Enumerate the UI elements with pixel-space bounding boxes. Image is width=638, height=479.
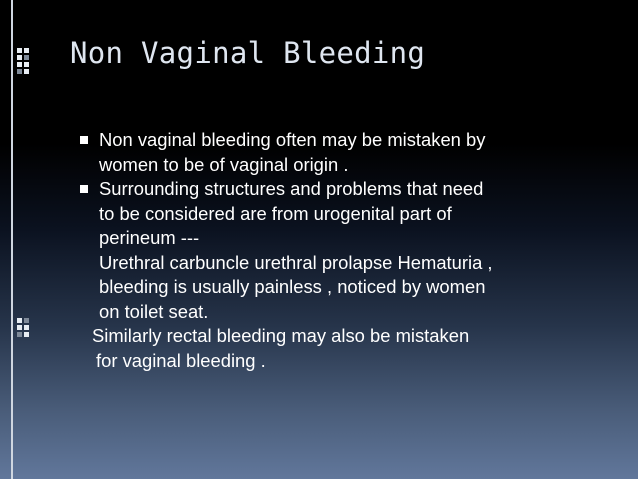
square-bullet-icon [80,185,88,193]
square-bullet-icon [80,136,88,144]
decorative-squares-top [17,48,29,76]
paragraph-line: for vaginal bleeding . [96,349,266,371]
bullet-item [78,177,618,251]
continuation-paragraph [78,251,618,325]
bullet-line: women to be of vaginal origin . [99,153,349,175]
slide-body [78,128,618,373]
bullet-line: to be considered are from urogenital part of [99,202,452,224]
bullet-item [78,128,618,177]
paragraph-line: on toilet seat. [99,300,209,322]
paragraph-line: Similarly rectal bleeding may also be mistaken [92,325,470,346]
bullet-line: Non vaginal bleeding often may be mistaken by [99,129,486,150]
left-vertical-rule [11,0,13,479]
slide-title: Non Vaginal Bleeding [70,36,426,70]
continuation-paragraph-2 [78,324,618,373]
bullet-line: Surrounding structures and problems that need [99,178,484,199]
decorative-squares-bottom [17,318,29,339]
paragraph-line: Urethral carbuncle urethral prolapse Hematuria , [99,251,493,273]
paragraph-line: bleeding is usually painless , noticed by women [99,276,486,297]
bullet-line: perineum --- [99,227,200,248]
